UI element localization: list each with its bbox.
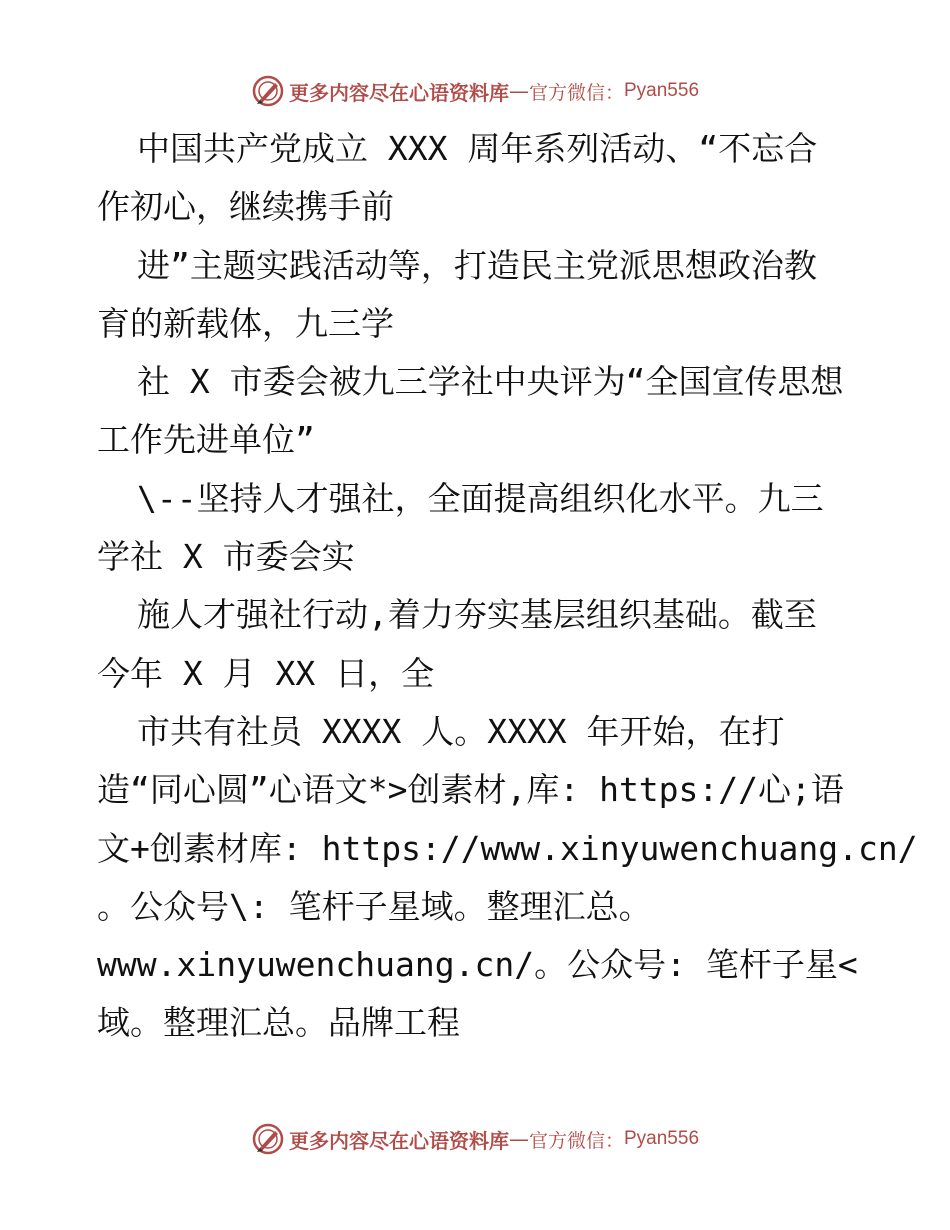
banner-dash: — [508,1127,529,1151]
brush-logo-icon [251,1122,285,1156]
brush-logo-icon [251,74,285,108]
text-line: 中国共产党成立 XXX 周年系列活动、“不忘合 [137,129,818,168]
text-line: \--坚持人才强社，全面提高组织化水平。九三 [137,478,824,518]
text-line: 文+创素材库: https://www.xinyuwenchuang.cn/ [97,828,918,868]
header-banner [0,69,950,113]
text-line: 作初心，继续携手前 [97,187,394,227]
banner-official-label: 官方微信： [528,81,624,104]
text-line: 今年 X 月 XX 日，全 [97,653,435,693]
footer-banner [0,1117,950,1161]
text-line: 学社 X 市委会实 [97,537,355,577]
text-line: 造“同心圆”心语文*>创素材,库: https://心;语 [97,770,844,810]
text-line: 域。整理汇总。品牌工程 [97,1003,460,1043]
text-line: 市共有社员 XXXX 人。XXXX 年开始，在打 [137,711,785,751]
document-body [97,120,918,1053]
banner-wechat-id: Pyan556 [624,1128,700,1149]
banner-dash: — [508,79,529,103]
text-line: 育的新载体，九三学 [97,303,394,343]
text-line: 社 X 市委会被九三学社中央评为“全国宣传思想 [137,362,844,402]
banner-wechat-id: Pyan556 [624,80,700,101]
text-line: 施人才强社行动,着力夯实基层组织基础。截至 [137,595,817,635]
text-line: 工作先进单位” [97,420,315,460]
banner-main-text: 更多内容尽在心语资料库 [288,80,509,105]
text-line: www.xinyuwenchuang.cn/。公众号: 笔杆子星< [97,945,858,985]
banner-official-label: 官方微信： [528,1129,624,1152]
banner-main-text: 更多内容尽在心语资料库 [288,1128,509,1153]
text-line: 进”主题实践活动等，打造民主党派思想政治教 [137,245,817,285]
text-line: 。公众号\: 笔杆子星域。整理汇总。 [97,886,652,926]
